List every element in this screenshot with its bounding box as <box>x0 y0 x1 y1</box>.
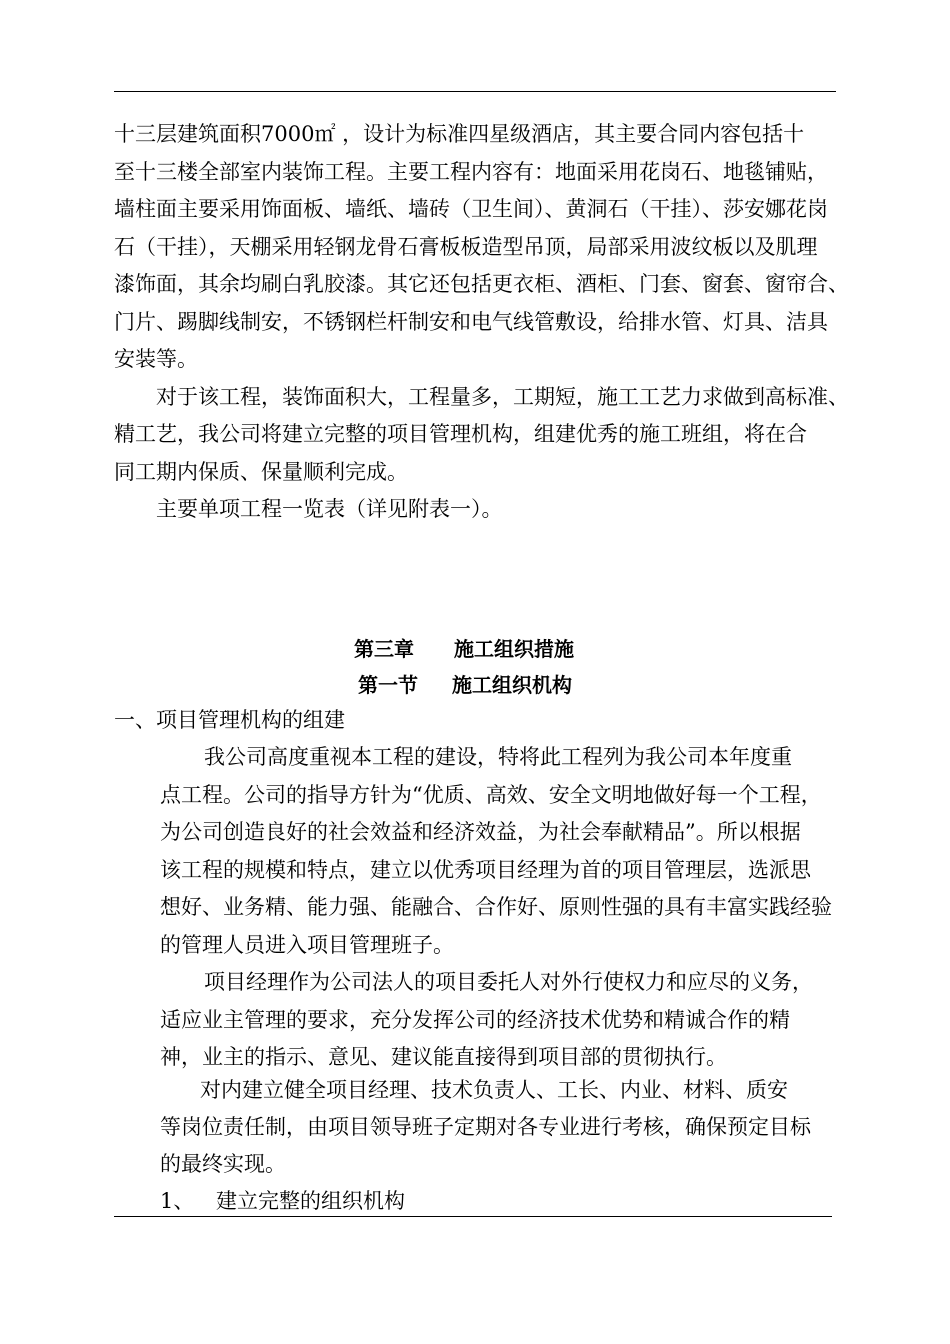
section-number: 第一节 <box>358 673 418 697</box>
intro-line-4: 石（干挂），天棚采用轻钢龙骨石膏板板造型吊顶，局部采用波纹板以及肌理 <box>114 235 818 259</box>
intro-line-2: 至十三楼全部室内装饰工程。主要工程内容有：地面采用花岗石、地毯铺贴， <box>114 160 828 184</box>
body-paragraph-3-line-1: 对内建立健全项目经理、技术负责人、工长、内业、材料、质安 <box>200 1078 788 1102</box>
body-paragraph-3-line-3: 的最终实现。 <box>160 1152 286 1176</box>
body-paragraph-1-line-1: 我公司高度重视本工程的建设，特将此工程列为我公司本年度重 <box>204 745 792 769</box>
section-title: 施工组织机构 <box>452 673 572 697</box>
body-paragraph-1-line-2: 点工程。公司的指导方针为“优质、高效、安全文明地做好每一个工程， <box>160 783 822 807</box>
chapter-number: 第三章 <box>354 637 414 661</box>
intro-line-1: 十三层建筑面积7000㎡ ，设计为标准四星级酒店，其主要合同内容包括十 <box>114 122 805 146</box>
body-paragraph-1-line-3: 为公司创造良好的社会效益和经济效益，为社会奉献精品”。所以根据 <box>160 820 801 844</box>
body-paragraph-3-line-2: 等岗位责任制，由项目领导班子定期对各专业进行考核，确保预定目标 <box>160 1115 811 1139</box>
chapter-title: 施工组织措施 <box>454 637 574 661</box>
second-paragraph-line-1: 对于该工程，装饰面积大，工程量多，工期短，施工工艺力求做到高标准、 <box>156 385 849 409</box>
footer-rule <box>114 1216 832 1217</box>
body-paragraph-1-line-6: 的管理人员进入项目管理班子。 <box>160 933 454 957</box>
subsection-title: 一、项目管理机构的组建 <box>114 708 345 732</box>
section-heading <box>358 673 572 697</box>
header-rule <box>114 91 836 92</box>
chapter-heading <box>354 637 574 661</box>
table-reference: 主要单项工程一览表（详见附表一）。 <box>156 497 503 521</box>
second-paragraph-line-3: 同工期内保质、保量顺利完成。 <box>114 460 408 484</box>
list-item-marker: 1、 <box>160 1189 195 1213</box>
list-item-text: 建立完整的组织机构 <box>216 1189 405 1213</box>
intro-line-6: 门片、踢脚线制安，不锈钢栏杆制安和电气线管敷设，给排水管、灯具、洁具 <box>114 310 828 334</box>
intro-line-3: 墙柱面主要采用饰面板、墙纸、墙砖（卫生间）、黄洞石（干挂）、莎安娜花岗 <box>114 197 828 221</box>
intro-line-5: 漆饰面，其余均刷白乳胶漆。其它还包括更衣柜、酒柜、门套、窗套、窗帘合、 <box>114 272 849 296</box>
second-paragraph-line-2: 精工艺，我公司将建立完整的项目管理机构，组建优秀的施工班组，将在合 <box>114 422 807 446</box>
body-paragraph-2-line-3: 神，业主的指示、意见、建议能直接得到项目部的贯彻执行。 <box>160 1045 727 1069</box>
intro-line-7: 安装等。 <box>114 347 198 371</box>
body-paragraph-2-line-2: 适应业主管理的要求，充分发挥公司的经济技术优势和精诚合作的精 <box>160 1008 790 1032</box>
body-paragraph-2-line-1: 项目经理作为公司法人的项目委托人对外行使权力和应尽的义务， <box>204 970 813 994</box>
body-paragraph-1-line-5: 想好、业务精、能力强、能融合、合作好、原则性强的具有丰富实践经验 <box>160 895 832 919</box>
body-paragraph-1-line-4: 该工程的规模和特点，建立以优秀项目经理为首的项目管理层，选派思 <box>160 858 811 882</box>
